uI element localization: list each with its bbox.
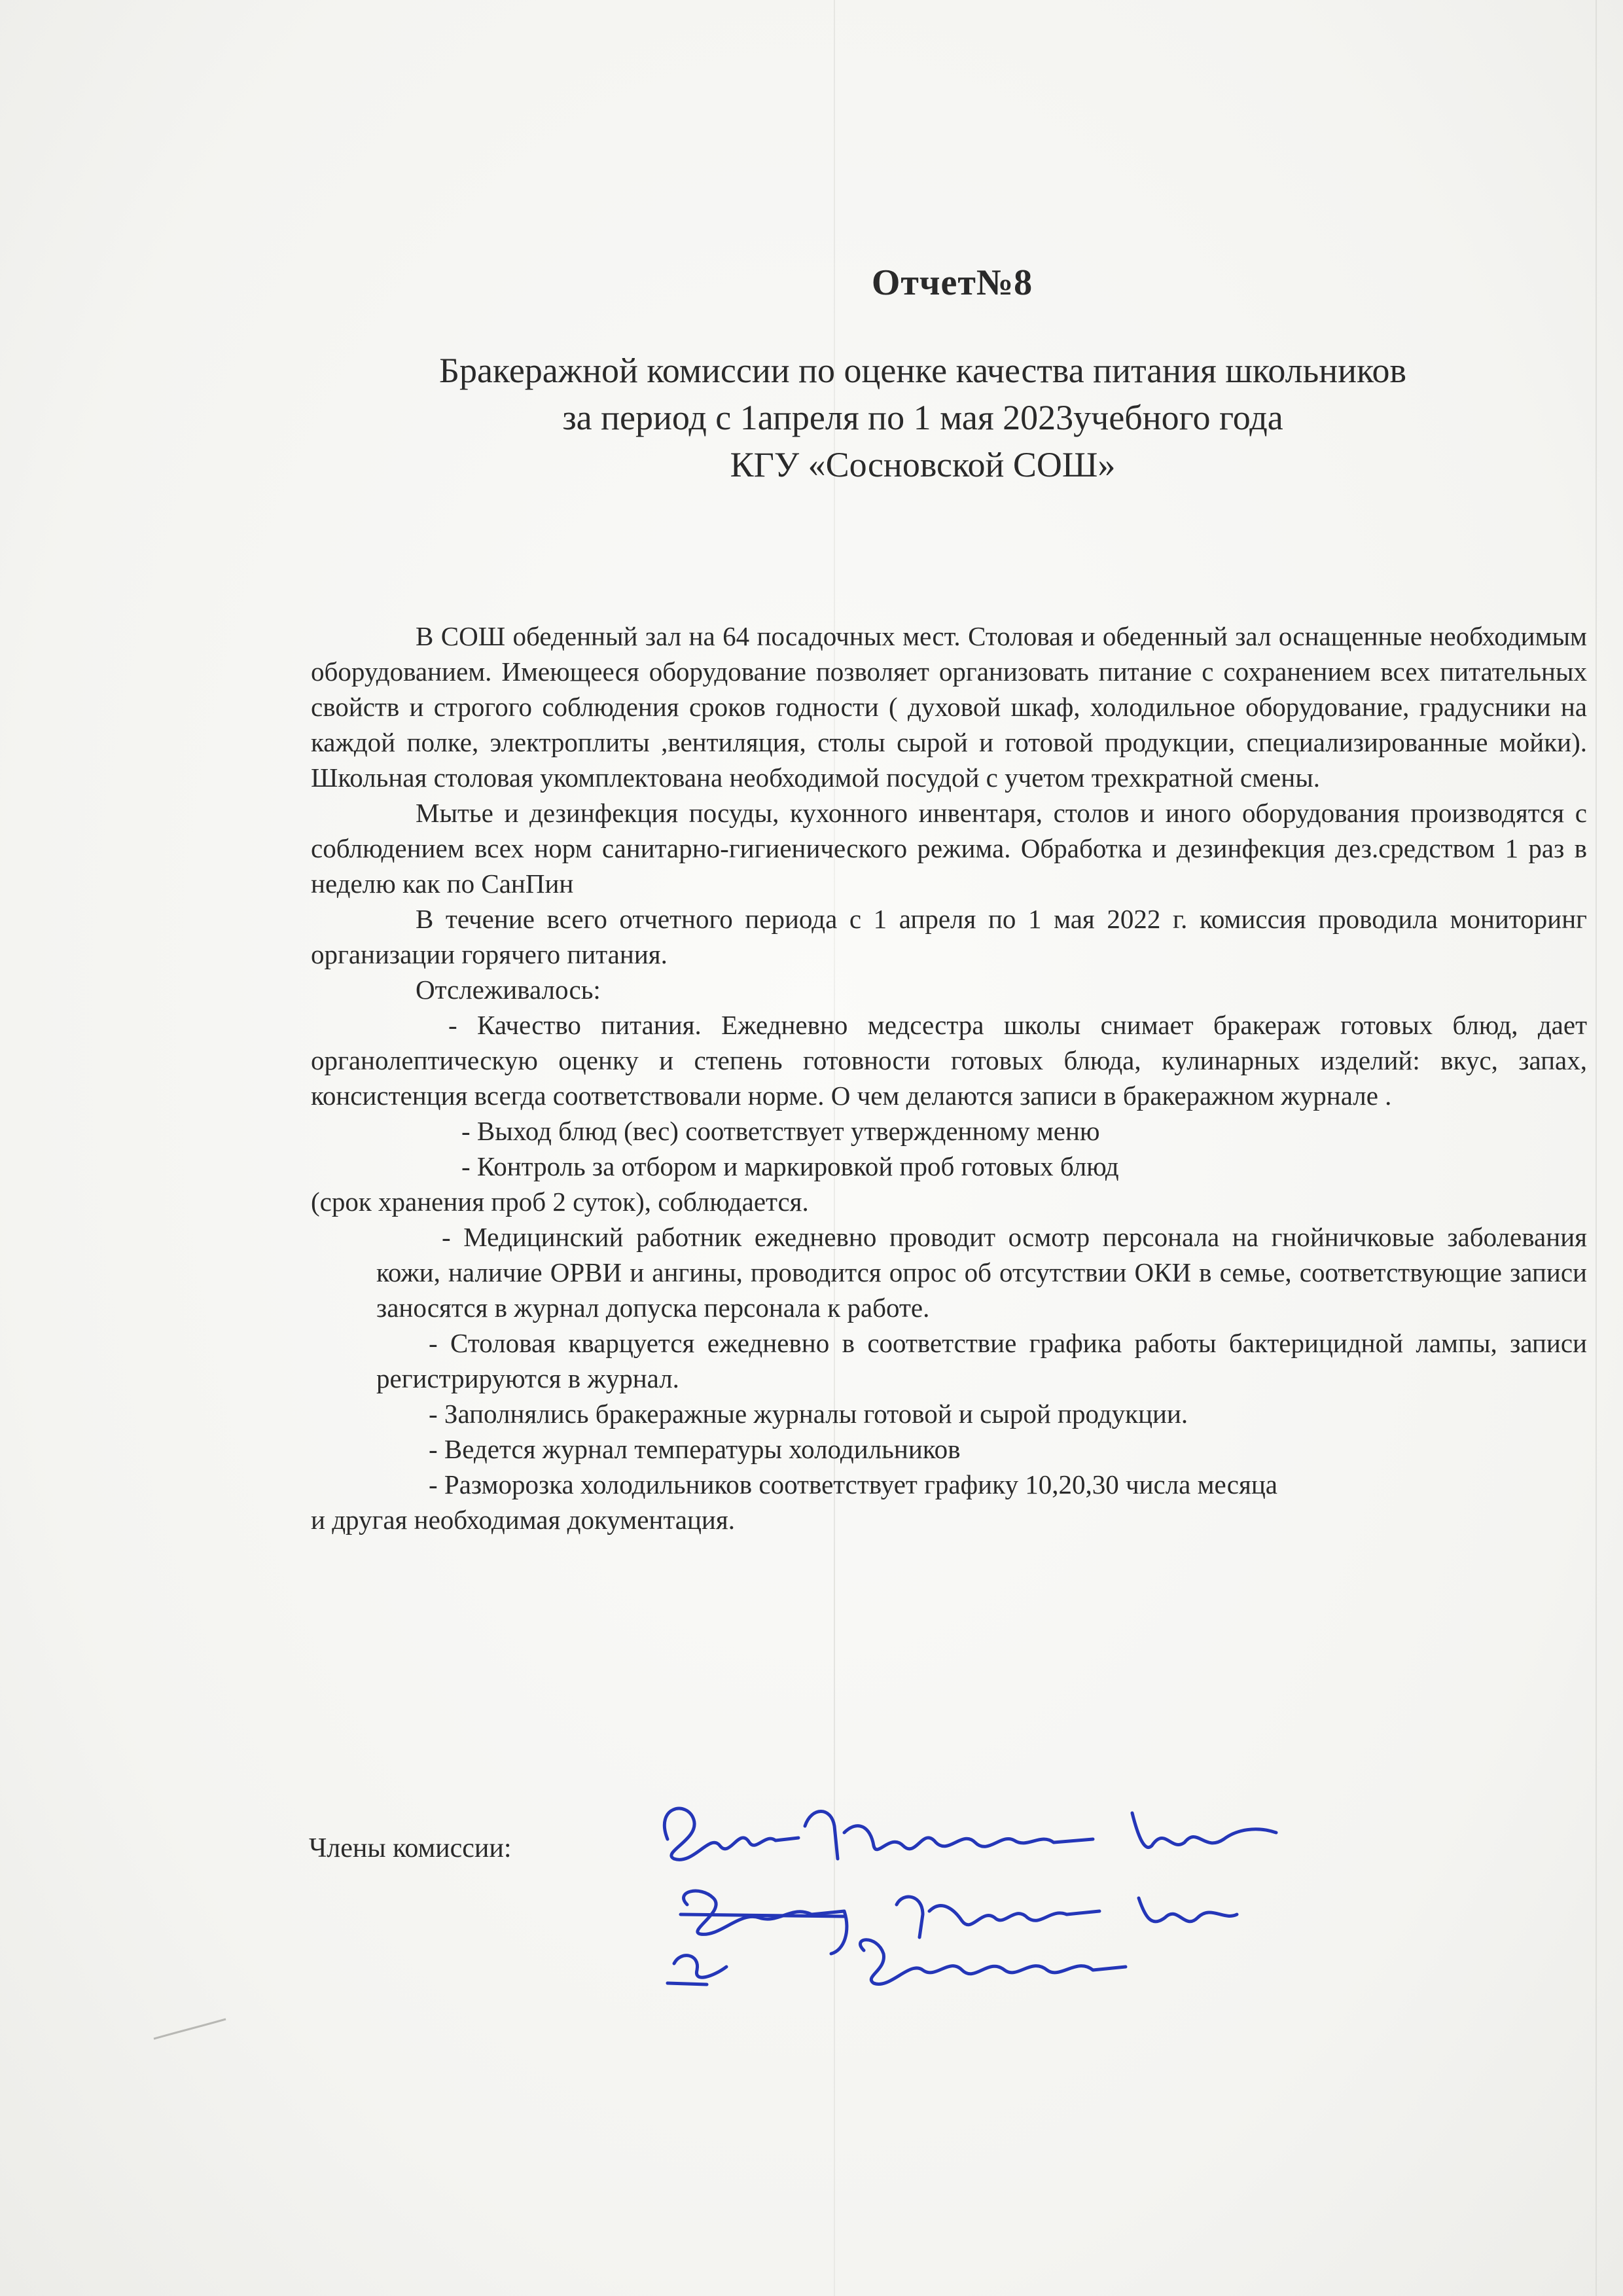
list-item-other-docs: и другая необходимая документация. bbox=[311, 1505, 735, 1535]
list-item-sample-control: - Контроль за отбором и маркировкой проб готовых блюд bbox=[461, 1151, 1119, 1181]
heading-line-1: Бракеражной комиссии по оценке качества питания школьников bbox=[438, 351, 1407, 390]
document-title: Отчет№8 bbox=[871, 262, 1033, 303]
scan-mark bbox=[151, 2016, 229, 2042]
list-item-food-quality: - Качество питания. Ежедневно медсестра школы снимает бракераж готовых блюд, дает органолептическую оценку и степень готовности готовых блюда, кулинарных изделий: вкус, запах, консистенция всегда соответствовали норме. О чем делаются записи в бракеражном журнале . bbox=[311, 1010, 1587, 1111]
list-item-medical-check: - Медицинский работник ежедневно проводит осмотр персонала на гнойничковые заболевания кожи, наличие ОРВИ и ангины, проводится опрос об отсутствии ОКИ в семье, соответствующие записи заносятся в журнал допуска персонала к работе. bbox=[376, 1222, 1587, 1323]
list-item-defrost: - Разморозка холодильников соответствует графику 10,20,30 числа месяца bbox=[429, 1469, 1277, 1499]
scan-edge-line bbox=[1596, 0, 1597, 2296]
heading-line-2: за период с 1апреля по 1 мая 2023учебного года bbox=[562, 398, 1283, 437]
list-item-sample-storage: (срок хранения проб 2 суток), соблюдается. bbox=[311, 1187, 809, 1217]
document-heading bbox=[288, 347, 1558, 488]
list-item-quartz-lamp: - Столовая кварцуется ежедневно в соответствие графика работы бактерицидной лампы, записи регистрируются в журнал. bbox=[376, 1328, 1587, 1393]
list-item-journals: - Заполнялись бракеражные журналы готовой и сырой продукции. bbox=[429, 1399, 1188, 1429]
paragraph-disinfection: Мытье и дезинфекция посуды, кухонного инвентаря, столов и иного оборудования производятся с соблюдением всех норм санитарно-гигиенического режима. Обработка и дезинфекция дез.средством 1 раз в неделю как по СанПин bbox=[311, 798, 1587, 899]
paragraph-dining-hall: В СОШ обеденный зал на 64 посадочных мест. Столовая и обеденный зал оснащенные необходимым оборудованием. Имеющееся оборудование позволяет организовать питание с сохранением всех питательных свойств и строгого соблюдения сроков годности ( духовой шкаф, холодильное оборудование, градусники на каждой полке, электроплиты ,вентиляция, столы сырой и готовой продукции, специализированные мойки). Школьная столовая укомплектована необходимой посудой с учетом трехкратной смены. bbox=[311, 621, 1587, 793]
heading-line-3: КГУ «Сосновской СОШ» bbox=[730, 445, 1116, 484]
list-item-portion-output: - Выход блюд (вес) соответствует утвержденному меню bbox=[461, 1116, 1100, 1146]
commission-members-label: Члены комиссии: bbox=[309, 1833, 512, 1863]
document-body bbox=[311, 619, 1587, 1537]
list-item-fridge-temperature: - Ведется журнал температуры холодильников bbox=[429, 1434, 961, 1464]
handwritten-signatures bbox=[648, 1780, 1368, 1996]
paragraph-monitoring: В течение всего отчетного периода с 1 апреля по 1 мая 2022 г. комиссия проводила мониторинг организации горячего питания. bbox=[311, 904, 1587, 969]
paragraph-tracked-label: Отслеживалось: bbox=[416, 975, 601, 1005]
